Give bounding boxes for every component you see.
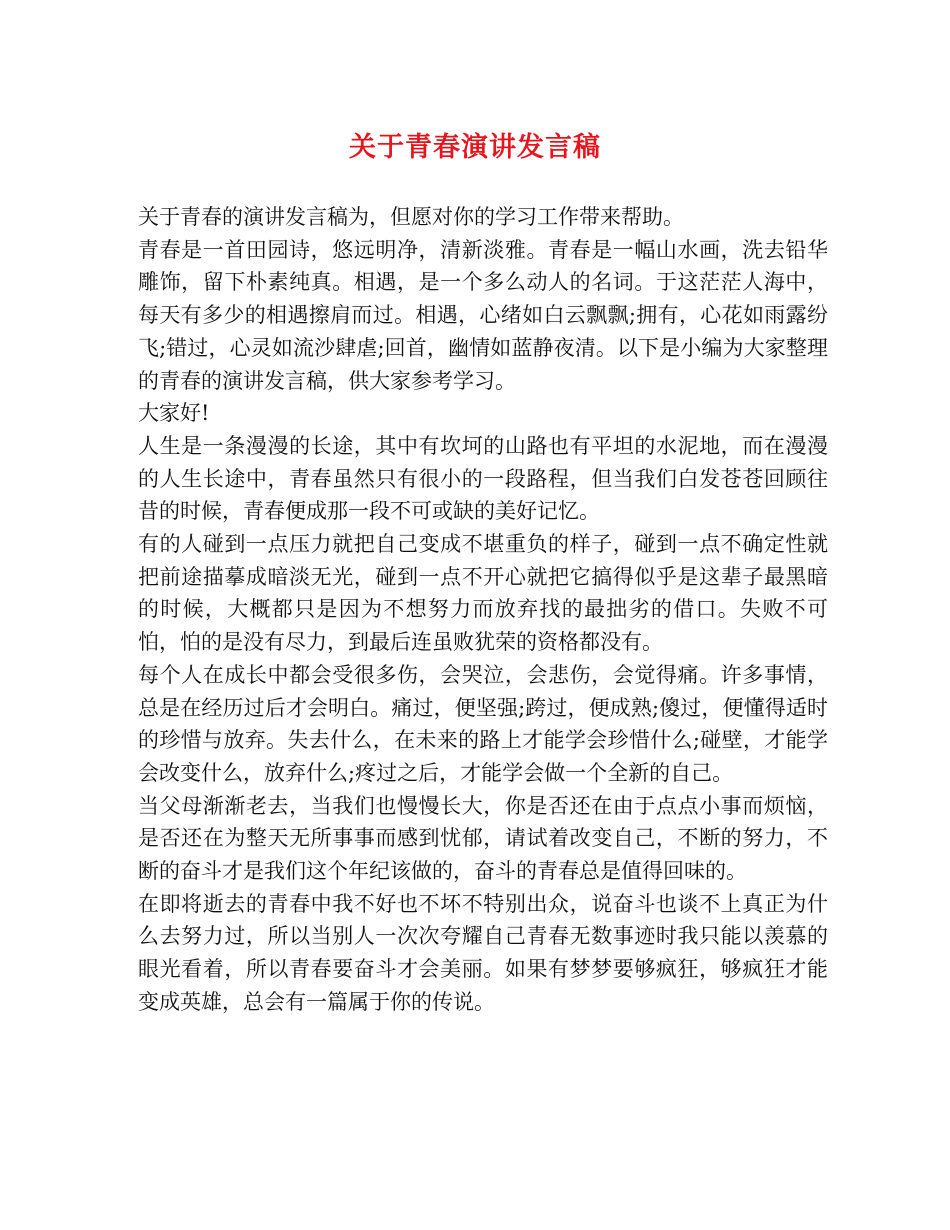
- document-title: 关于青春演讲发言稿: [349, 132, 601, 163]
- paragraph-intro: 关于青春的演讲发言稿为，但愿对你的学习工作带来帮助。: [138, 205, 684, 229]
- paragraph-life-journey: 人生是一条漫漫的长途，其中有坎坷的山路也有平坦的水泥地，而在漫漫的人生长途中，青春虽然只有很小的一段路程，但当我们白发苍苍回顾往昔的时候，青春便成那一段不可或缺的美好记忆。: [138, 433, 828, 524]
- document-body: [138, 201, 828, 1019]
- paragraph-dream: 在即将逝去的青春中我不好也不坏不特别出众，说奋斗也谈不上真正为什么去努力过，所以当别人一次次夸耀自己青春无数事迹时我只能以羡慕的眼光看着，所以青春要奋斗才会美丽。如果有梦梦要够疯狂，够疯狂才能变成英雄，总会有一篇属于你的传说。: [138, 891, 828, 1014]
- paragraph-pressure: 有的人碰到一点压力就把自己变成不堪重负的样子，碰到一点不确定性就把前途描摹成暗淡无光，碰到一点不开心就把它搞得似乎是这辈子最黑暗的时候，大概都只是因为不想努力而放弃找的最拙劣的借口。失败不可怕，怕的是没有尽力，到最后连虽败犹荣的资格都没有。: [138, 532, 828, 655]
- paragraph-greeting: 大家好!: [138, 401, 210, 426]
- paragraph-youth-poem: 青春是一首田园诗，悠远明净，清新淡雅。青春是一幅山水画，洗去铅华雕饰，留下朴素纯真。相遇，是一个多么动人的名词。于这茫茫人海中，每天有多少的相遇擦肩而过。相遇，心绪如白云飘飘;拥有，心花如雨露纷飞;错过，心灵如流沙肆虐;回首，幽情如蓝静夜清。以下是小编为大家整理的青春的演讲发言稿，供大家参考学习。: [138, 237, 828, 393]
- paragraph-parents: 当父母渐渐老去，当我们也慢慢长大，你是否还在由于点点小事而烦恼，是否还在为整天无所事事而感到忧郁，请试着改变自己，不断的努力，不断的奋斗才是我们这个年纪该做的，奋斗的青春总是值得回味的。: [138, 793, 828, 884]
- paragraph-growth: 每个人在成长中都会受很多伤，会哭泣，会悲伤，会觉得痛。许多事情，总是在经历过后才会明白。痛过，便坚强;跨过，便成熟;傻过，便懂得适时的珍惜与放弃。失去什么，在未来的路上才能学会珍惜什么;碰壁，才能学会改变什么，放弃什么;疼过之后，才能学会做一个全新的自己。: [138, 662, 828, 785]
